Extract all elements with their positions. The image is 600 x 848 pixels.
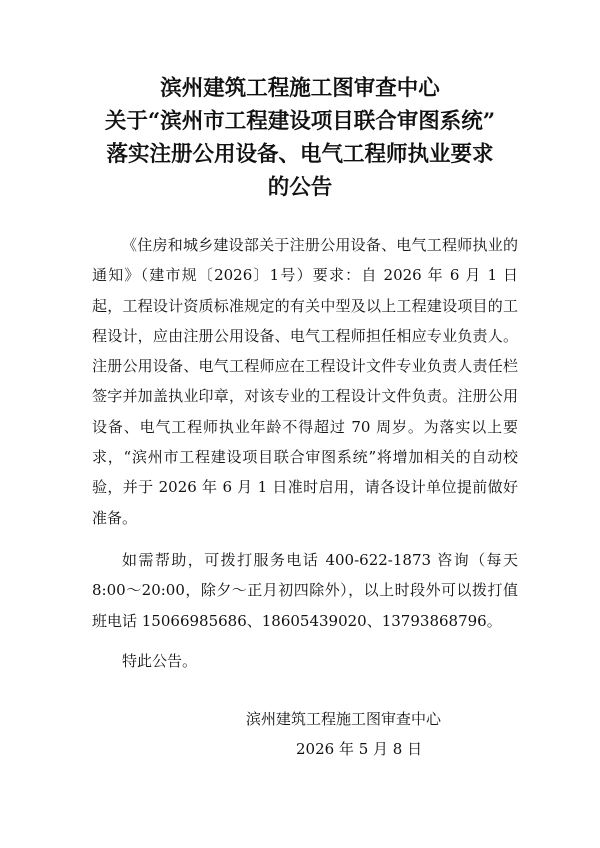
- title-line-1: 滨州建筑工程施工图审查中心: [160, 76, 440, 101]
- signature-date: 2026 年 5 月 8 日: [296, 740, 423, 758]
- body-paragraph-requirements: 《住房和城乡建设部关于注册公用设备、电气工程师执业的通知》（建市规〔2026〕1号）要求：自 2026 年 6 月 1 日起，工程设计资质标准规定的有关中型及以上工程建设项目的工程设计，应由注册公用设备、电气工程师担任相应专业负责人。注册公用设备、电气工程师应在工程设计文件专业负责人责任栏签字并加盖执业印章，对该专业的工程设计文件负责。注册公用设备、电气工程师执业年龄不得超过 70 周岁。为落实以上要求，“滨州市工程建设项目联合审图系统”将增加相关的自动校验，并于 2026 年 6 月 1 日准时启用，请各设计单位提前做好准备。: [92, 236, 518, 527]
- title-line-4: 的公告: [267, 175, 333, 200]
- title-line-2: 关于“滨州市工程建设项目联合审图系统”: [104, 109, 496, 134]
- title-line-3: 落实注册公用设备、电气工程师执业要求: [106, 142, 494, 167]
- body-paragraph-help-contact: 如需帮助，可拨打服务电话 400-622-1873 咨询（每天 8:00～20:00，除夕～正月初四除外），以上时段外可以拨打值班电话 15066985686、18605439020、13793868796。: [92, 551, 518, 630]
- signature-organization: 滨州建筑工程施工图审查中心: [246, 710, 442, 728]
- announcement-title: [0, 72, 600, 204]
- body-paragraph-closing: 特此公告。: [122, 652, 198, 670]
